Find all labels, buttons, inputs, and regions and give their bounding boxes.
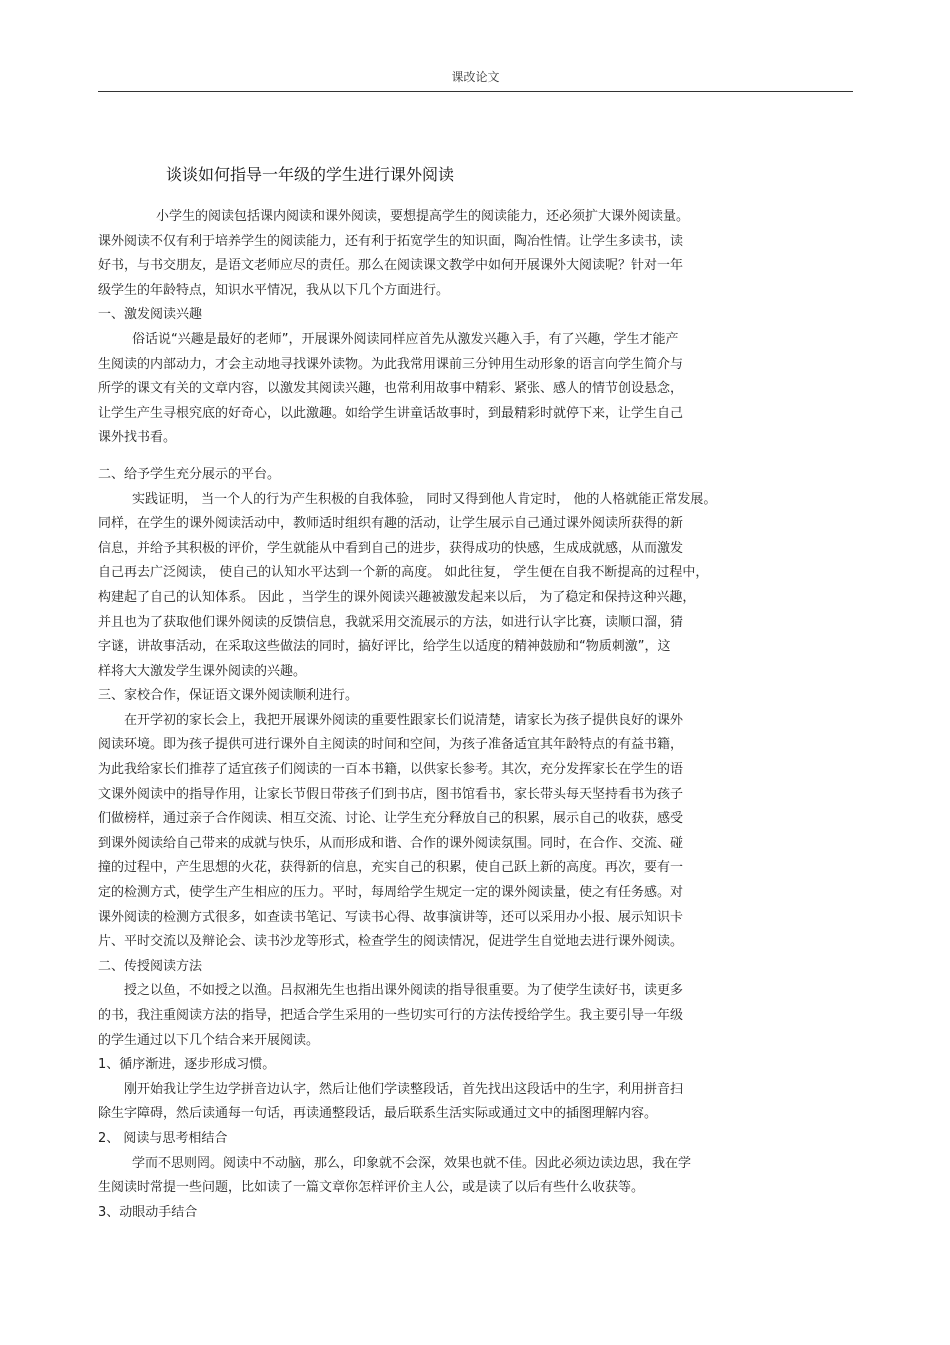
text-line: 在开学初的家长会上，我把开展课外阅读的重要性跟家长们说清楚，请家长为孩子提供良好的课外 [124,712,684,728]
header-divider [98,91,853,92]
text-line: 二、传授阅读方法 [98,958,203,974]
text-line: 为此我给家长们推荐了适宜孩子们阅读的一百本书籍，以供家长参考。其次，充分发挥家长在学生的语 [98,762,684,778]
text-line: 片、平时交流以及辩论会、读书沙龙等形式，检查学生的阅读情况，促进学生自觉地去进行课外阅读。 [98,934,684,950]
text-line: 的书，我注重阅读方法的指导，把适合学生采用的一些切实可行的方法传授给学生。我主要引导一年级 [98,1008,684,1023]
text-line: 二、给予学生充分展示的平台。 [98,466,281,482]
text-line: 同样，在学生的课外阅读活动中，教师适时组织有趣的活动，让学生展示自己通过课外阅读所获得的新 [98,516,684,532]
text-line: 课外阅读的检测方式很多，如查读书笔记、写读书心得、故事演讲等，还可以采用办小报、展示知识卡 [98,909,684,925]
text-line: 让学生产生寻根究底的好奇心，以此激趣。如给学生讲童话故事时，到最精彩时就停下来，让学生自己 [98,405,684,421]
text-line: 信息，并给予其积极的评价，学生就能从中看到自己的进步，获得成功的快感，生成成就感，从而激发 [98,540,684,556]
text-line: 俗话说“兴趣是最好的老师”，开展课外阅读同样应首先从激发兴趣入手，有了兴趣，学生才能产 [132,331,679,347]
text-line: 课外找书看。 [98,430,177,446]
text-line: 实践证明， 当一个人的行为产生积极的自我体验， 同时又得到他人肯定时， 他的人格就能正常发展。 [132,491,717,507]
text-line: 小学生的阅读包括课内阅读和课外阅读，要想提高学生的阅读能力，还必须扩大课外阅读量。 [156,209,690,224]
text-line: 级学生的年龄特点，知识水平情况，我从以下几个方面进行。 [98,282,450,298]
paragraph-gap [98,451,838,463]
text-line: 样将大大激发学生课外阅读的兴趣。 [98,663,307,679]
text-line: 定的检测方式，使学生产生相应的压力。平时，每周给学生规定一定的课外阅读量，使之有任务感。对 [98,885,684,901]
text-line: 撞的过程中，产生思想的火花，获得新的信息，充实自己的积累，使自己跃上新的高度。再次，要有一 [98,860,684,876]
text-line: 生阅读时常提一些问题，比如读了一篇文章你怎样评价主人公，或是读了以后有些什么收获等。 [98,1180,645,1196]
text-line: 并且也为了获取他们课外阅读的反馈信息，我就采用交流展示的方法，如进行认字比赛，读顺口溜，猜 [98,614,684,630]
article-body [98,205,838,1225]
text-line: 2、 阅读与思考相结合 [98,1130,228,1146]
text-line: 课外阅读不仅有利于培养学生的阅读能力，还有利于拓宽学生的知识面，陶冶性情。让学生多读书，读 [98,233,684,249]
text-line: 学而不思则罔。阅读中不动脑，那么，印象就不会深，效果也就不佳。因此必须边读边思，我在学 [132,1155,692,1171]
text-line: 1、循序渐进，逐步形成习惯。 [98,1057,276,1073]
text-line: 文课外阅读中的指导作用，让家长节假日带孩子们到书店，图书馆看书，家长带头每天坚持看书为孩子 [98,786,684,802]
page-header: 课改论文 [451,70,500,84]
text-line: 的学生通过以下几个结合来开展阅读。 [98,1032,320,1048]
text-line: 自己再去广泛阅读， 使自己的认知水平达到一个新的高度。 如此往复， 学生便在自我不断提高的过程中， [98,565,709,581]
text-line: 构建起了自己的认知体系。 因此 ，当学生的课外阅读兴趣被激发起来以后， 为了稳定和保持这种兴趣， [98,589,696,605]
text-line: 所学的课文有关的文章内容，以激发其阅读兴趣，也常利用故事中精彩、紧张、感人的情节创设悬念， [98,381,684,397]
text-line: 三、家校合作，保证语文课外阅读顺利进行。 [98,688,359,704]
text-line: 字谜，讲故事活动，在采取这些做法的同时，搞好评比，给学生以适度的精神鼓励和“物质刺激”，这 [98,639,671,655]
text-line: 们做榜样，通过亲子合作阅读、相互交流、讨论、让学生充分释放自己的积累，展示自己的收获，感受 [98,811,684,827]
text-line: 一、激发阅读兴趣 [98,307,203,323]
article-title: 谈谈如何指导一年级的学生进行课外阅读 [166,165,455,184]
text-line: 刚开始我让学生边学拼音边认字，然后让他们学读整段话，首先找出这段话中的生字，利用拼音扫 [124,1081,684,1097]
text-line: 除生字障碍，然后读通每一句话，再读通整段话，最后联系生活实际或通过文中的插图理解内容。 [98,1106,658,1122]
text-line: 到课外阅读给自己带来的成就与快乐，从而形成和谐、合作的课外阅读氛围。同时，在合作、交流、碰 [98,835,684,851]
text-line: 3、动眼动手结合 [98,1204,198,1220]
text-line: 生阅读的内部动力，才会主动地寻找课外读物。为此我常用课前三分钟用生动形象的语言向学生简介与 [98,356,684,372]
text-line: 好书，与书交朋友，是语文老师应尽的责任。那么在阅读课文教学中如何开展课外大阅读呢？针对一年 [98,258,684,274]
text-line: 阅读环境。即为孩子提供可进行课外自主阅读的时间和空间，为孩子准备适宜其年龄特点的有益书籍， [98,737,684,753]
text-line: 授之以鱼，不如授之以渔。吕叔湘先生也指出课外阅读的指导很重要。为了使学生读好书，读更多 [124,983,684,999]
